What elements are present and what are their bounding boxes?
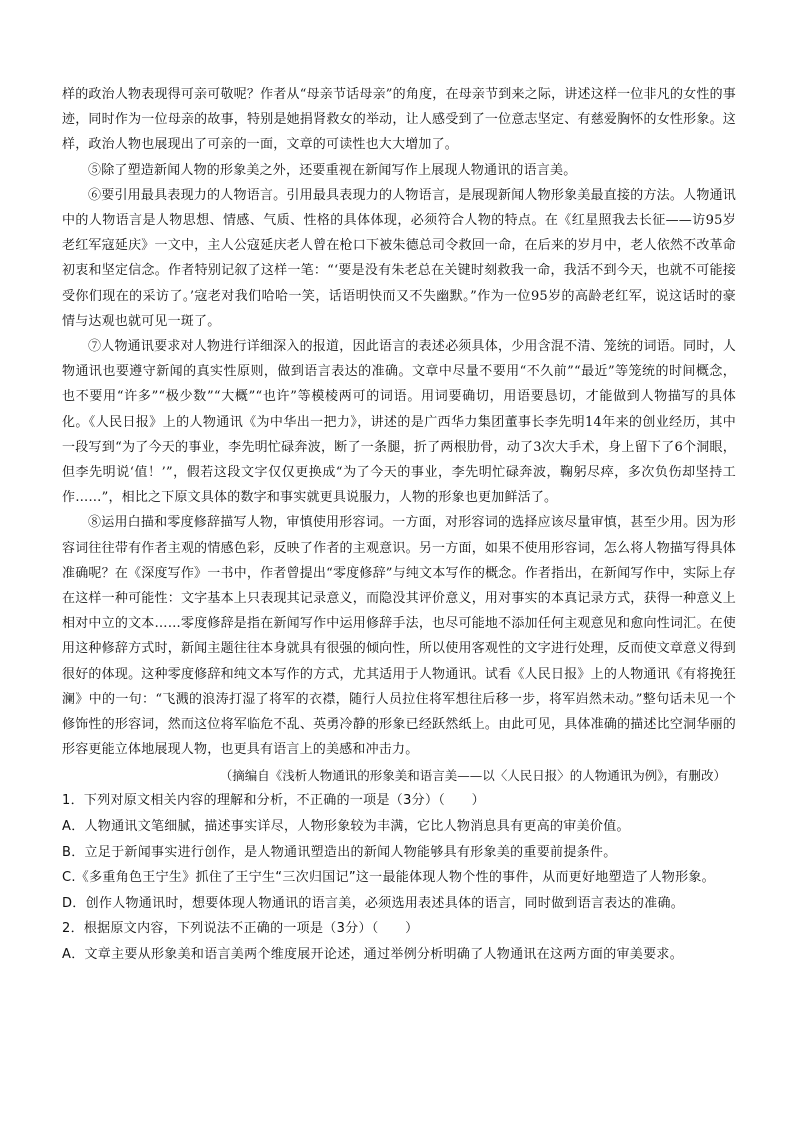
document-page: [62, 82, 736, 968]
question-2-option-a: A．文章主要从形象美和语言美两个维度展开论述，通过举例分析明确了人物通讯在这两方面的审美要求。: [62, 947, 683, 963]
question-1-option-d: D．创作人物通讯时，想要体现人物通讯的语言美，必须选用表述具体的语言，同时做到语言表达的准确。: [62, 895, 685, 911]
question-1-stem: 1．下列对原文相关内容的理解和分析，不正确的一项是（3分）（ ）: [62, 793, 485, 809]
question-1-option-b: B．立足于新闻事实进行创作，是人物通讯塑造出的新闻人物能够具有形象美的重要前提条件。: [62, 844, 617, 860]
paragraph-8: ⑧运用白描和零度修辞描写人物，审慎使用形容词。一方面，对形容词的选择应该尽量审慎，甚至少用。因为形容词往往带有作者主观的情感色彩，反映了作者的主观意识。另一方面，如果不使用形容词，怎么将人物描写得具体准确呢？在《深度写作》一书中，作者曾提出“零度修辞”与纯文本写作的概念。作者指出，在新闻写作中，实际上存在这样一种可能性：文字基本上只表现其记录意义，而隐没其评价意义，用对事实的本真记录方式，获得一种意义上相对中立的文本……零度修辞是指在新闻写作中运用修辞手法，也尽可能地不添加任何主观意见和愈向性词汇。在使用这种修辞方式时，新闻主题往往本身就具有很强的倾向性，所以使用客观性的文字进行处理，反而使文章意义得到很好的体现。这种零度修辞和纯文本写作的方式，尤其适用于人物通讯。试看《人民日报》上的人物通讯《有将挽狂澜》中的一句：“飞溅的浪涛打湿了将军的衣襟，随行人员拉住将军想往后移一步，将军岿然未动。”整句话未见一个修饰性的形容词，然而这位将军临危不乱、英勇冷静的形象已经跃然纸上。由此可见，具体准确的描述比空洞华丽的形容更能立体地展现人物，也更具有语言上的美感和冲击力。: [62, 515, 736, 758]
paragraph-7: ⑦人物通讯要求对人物进行详细深入的报道，因此语言的表述必须具体，少用含混不清、笼统的词语。同时，人物通讯也要遵守新闻的真实性原则，做到语言表达的准确。文章中尽量不要用“不久前”“最近”等笼统的时间概念，也不要用“许多”“极少数”“大概”“也许”等模棱两可的词语。用词要确切，用语要恳切，才能做到人物描写的具体化。《人民日报》上的人物通讯《为中华出一把力》，讲述的是广西华力集团董事长李先明14年来的创业经历，其中一段写到“为了今天的事业，李先明忙碌奔波，断了一条腿，折了两根肋骨，动了3次大手术，身上留下了6个洞眼，但李先明说‘值！’”，假若这段文字仅仅更换成“为了今天的事业，李先明忙碌奔波，鞠躬尽瘁，多次负伤却坚持工作……”，相比之下原文具体的数字和事实就更具说服力，人物的形象也更加鲜活了。: [62, 339, 736, 506]
question-2-stem: 2．根据原文内容，下列说法不正确的一项是（3分）（ ）: [62, 921, 419, 937]
question-1-option-c: C.《多重角色王宁生》抓住了王宁生“三次归国记”这一最能体现人物个性的事件，从而更好地塑造了人物形象。: [62, 870, 715, 886]
paragraph-5: ⑤除了塑造新闻人物的形象美之外，还要重视在新闻写作上展现人物通讯的语言美。: [88, 162, 577, 178]
paragraph-continued: 样的政治人物表现得可亲可敬呢？作者从“母亲节话母亲”的角度，在母亲节到来之际，讲述这样一位非凡的女性的事迹，同时作为一位母亲的故事，特别是她捐肾救女的举动，让人感受到了一位意志坚定、有慈爱胸怀的女性形象。这样，政治人物也展现出了可亲的一面，文章的可读性也大大增加了。: [62, 87, 736, 153]
paragraph-6: ⑥要引用最具表现力的人物语言。引用最具表现力的人物语言，是展现新闻人物形象美最直接的方法。人物通讯中的人物语言是人物思想、情感、气质、性格的具体体现，必须符合人物的特点。在《红星照我去长征——访95岁老红军寇延庆》一文中，主人公寇延庆老人曾在枪口下被朱德总司令救回一命，在后来的岁月中，老人依然不改革命初衷和坚定信念。作者特别记叙了这样一笔：“‘要是没有朱老总在关键时刻救我一命，我活不到今天，也就不可能接受你们现在的采访了。’寇老对我们哈哈一笑，话语明快而又不失幽默。”作为一位95岁的高龄老红军，说这话时的豪情与达观也就可见一斑了。: [62, 187, 736, 329]
question-1-option-a: A．人物通讯文笔细腻，描述事实详尽，人物形象较为丰满，它比人物消息具有更高的审美价值。: [62, 819, 630, 835]
source-citation: （摘编自《浅析人物通讯的形象美和语言美——以〈人民日报〉的人物通讯为例》，有删改）: [219, 768, 726, 784]
